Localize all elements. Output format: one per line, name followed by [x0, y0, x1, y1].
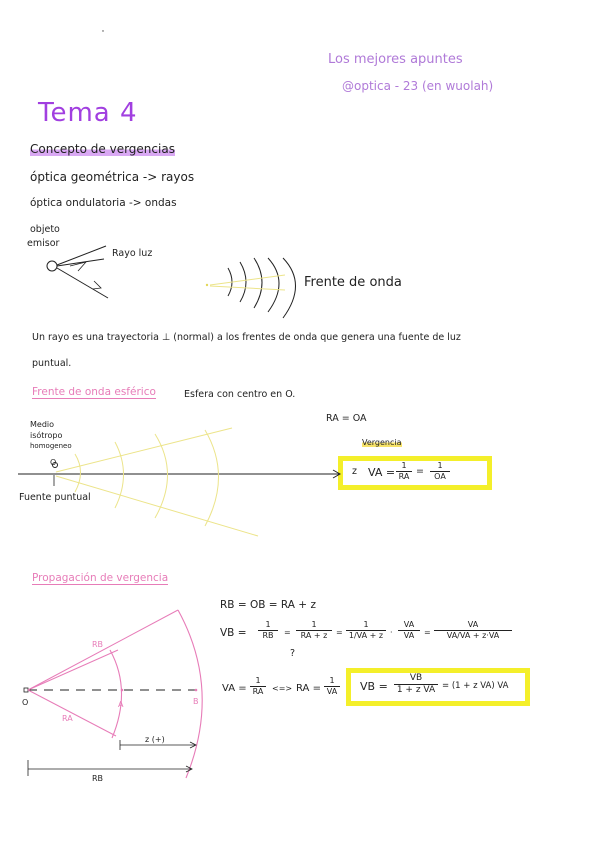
- rb-bottom-label: RB: [92, 774, 104, 783]
- medio-label-2: isótropo: [30, 431, 63, 440]
- concept-heading: Concepto de vergencias: [30, 142, 175, 156]
- fraction-numerator: 1: [324, 676, 340, 687]
- fraction-numerator: VB: [394, 673, 438, 685]
- equals-sign: =: [424, 628, 431, 637]
- rb-ray: [28, 610, 178, 690]
- ondulatoria-line: óptica ondulatoria -> ondas: [30, 197, 177, 209]
- source-point: [53, 463, 58, 468]
- fraction-numerator: 1: [346, 620, 386, 631]
- fuente-label: Fuente puntual: [19, 492, 91, 503]
- fraction-numerator: 1: [430, 461, 450, 472]
- fraction-denominator: 1/VA + z: [348, 631, 384, 640]
- propagacion-heading: Propagación de vergencia: [32, 572, 169, 584]
- va-lhs: VA =: [368, 466, 396, 479]
- objeto-label: objeto: [30, 224, 60, 235]
- origin-label: O: [50, 458, 57, 467]
- geometrica-line: óptica geométrica -> rayos: [30, 170, 195, 184]
- fraction-denominator: RA: [398, 472, 410, 481]
- yellow-front-1: [75, 454, 81, 492]
- fraction-denominator: RB: [262, 631, 274, 640]
- equivalence-arrow: <=>: [272, 684, 293, 693]
- rayo-luz-label: Rayo luz: [112, 248, 153, 259]
- frente-onda-label: Frente de onda: [304, 275, 402, 290]
- equals-sign: =: [416, 466, 424, 477]
- multiply-dot: ·: [390, 628, 393, 637]
- ra-definition: RA = OA: [326, 413, 367, 424]
- point-a-label: A: [118, 700, 124, 709]
- origin-marker: [24, 688, 28, 692]
- fraction-denominator: VA/VA + z·VA: [446, 631, 500, 640]
- rb-ray-label: RB: [92, 640, 104, 649]
- medio-label-1: Medio: [30, 420, 55, 429]
- z-label: z: [352, 466, 357, 477]
- yellow-front-4: [205, 430, 219, 526]
- header-line-2: @optica - 23 (en wuolah): [342, 79, 494, 93]
- fraction-denominator: RA + z: [300, 631, 328, 640]
- ray-arrow-lower: [93, 281, 101, 289]
- yellow-front-2: [115, 442, 124, 508]
- medio-label-3: homogeneo: [30, 442, 72, 450]
- fraction-denominator: RA: [252, 687, 264, 696]
- fraction-denominator: 1 + z VA: [396, 685, 436, 695]
- question-mark: ?: [290, 648, 296, 659]
- emitter-circle: [47, 261, 57, 271]
- fraction-numerator: VA: [434, 620, 512, 631]
- ray-yellow-2: [210, 286, 285, 290]
- stray-dot: [102, 30, 103, 31]
- emisor-label: emisor: [27, 238, 60, 249]
- page-title: Tema 4: [38, 98, 138, 128]
- ray-lower: [57, 268, 108, 298]
- point-b: [195, 689, 198, 692]
- va-lhs-2: VA =: [222, 683, 247, 694]
- source-dot: [206, 284, 208, 286]
- sentence-line-1: Un rayo es una trayectoria ⊥ (normal) a los frentes de onda que genera una fuente de luz: [32, 332, 461, 343]
- point-b-label: B: [193, 697, 199, 706]
- rb-inner-ray: [28, 650, 118, 690]
- equals-sign: =: [336, 628, 343, 637]
- ray-yellow-1: [210, 275, 285, 285]
- result-lhs: VB =: [360, 680, 388, 693]
- ra-lhs: RA =: [296, 683, 321, 694]
- esferico-heading: Frente de onda esférico: [32, 386, 156, 398]
- wavefront-2: [240, 262, 246, 302]
- z-distance-label: z (+): [145, 735, 165, 744]
- ra-ray-label: RA: [62, 714, 73, 723]
- fraction-denominator: VA: [403, 631, 415, 640]
- yellow-ray-up: [56, 428, 232, 472]
- fraction-numerator: 1: [250, 676, 266, 687]
- ra-ray: [28, 690, 116, 736]
- wavefront-5: [283, 258, 296, 318]
- wavefront-4: [268, 258, 279, 312]
- fraction-denominator: VA: [326, 687, 338, 696]
- fraction-denominator: OA: [434, 472, 446, 481]
- esferico-desc: Esfera con centro en O.: [184, 389, 296, 400]
- fraction-numerator: VA: [398, 620, 420, 631]
- front-b: [178, 610, 202, 778]
- equals-sign: =: [284, 628, 291, 637]
- result-rhs: = (1 + z VA) VA: [442, 681, 509, 691]
- fraction-numerator: 1: [258, 620, 278, 631]
- vb-lhs: VB =: [220, 627, 247, 639]
- fraction-numerator: 1: [396, 461, 412, 472]
- vergencia-label: Vergencia: [362, 438, 402, 447]
- front-a: [110, 650, 122, 738]
- yellow-ray-down: [56, 476, 258, 536]
- fraction-numerator: 1: [296, 620, 332, 631]
- point-a: [121, 689, 124, 692]
- origin-label-2: O: [22, 698, 29, 707]
- sentence-line-2: puntual.: [32, 358, 72, 369]
- rb-definition: RB = OB = RA + z: [220, 599, 316, 611]
- header-line-1: Los mejores apuntes: [328, 52, 463, 67]
- wavefront-3: [254, 258, 262, 308]
